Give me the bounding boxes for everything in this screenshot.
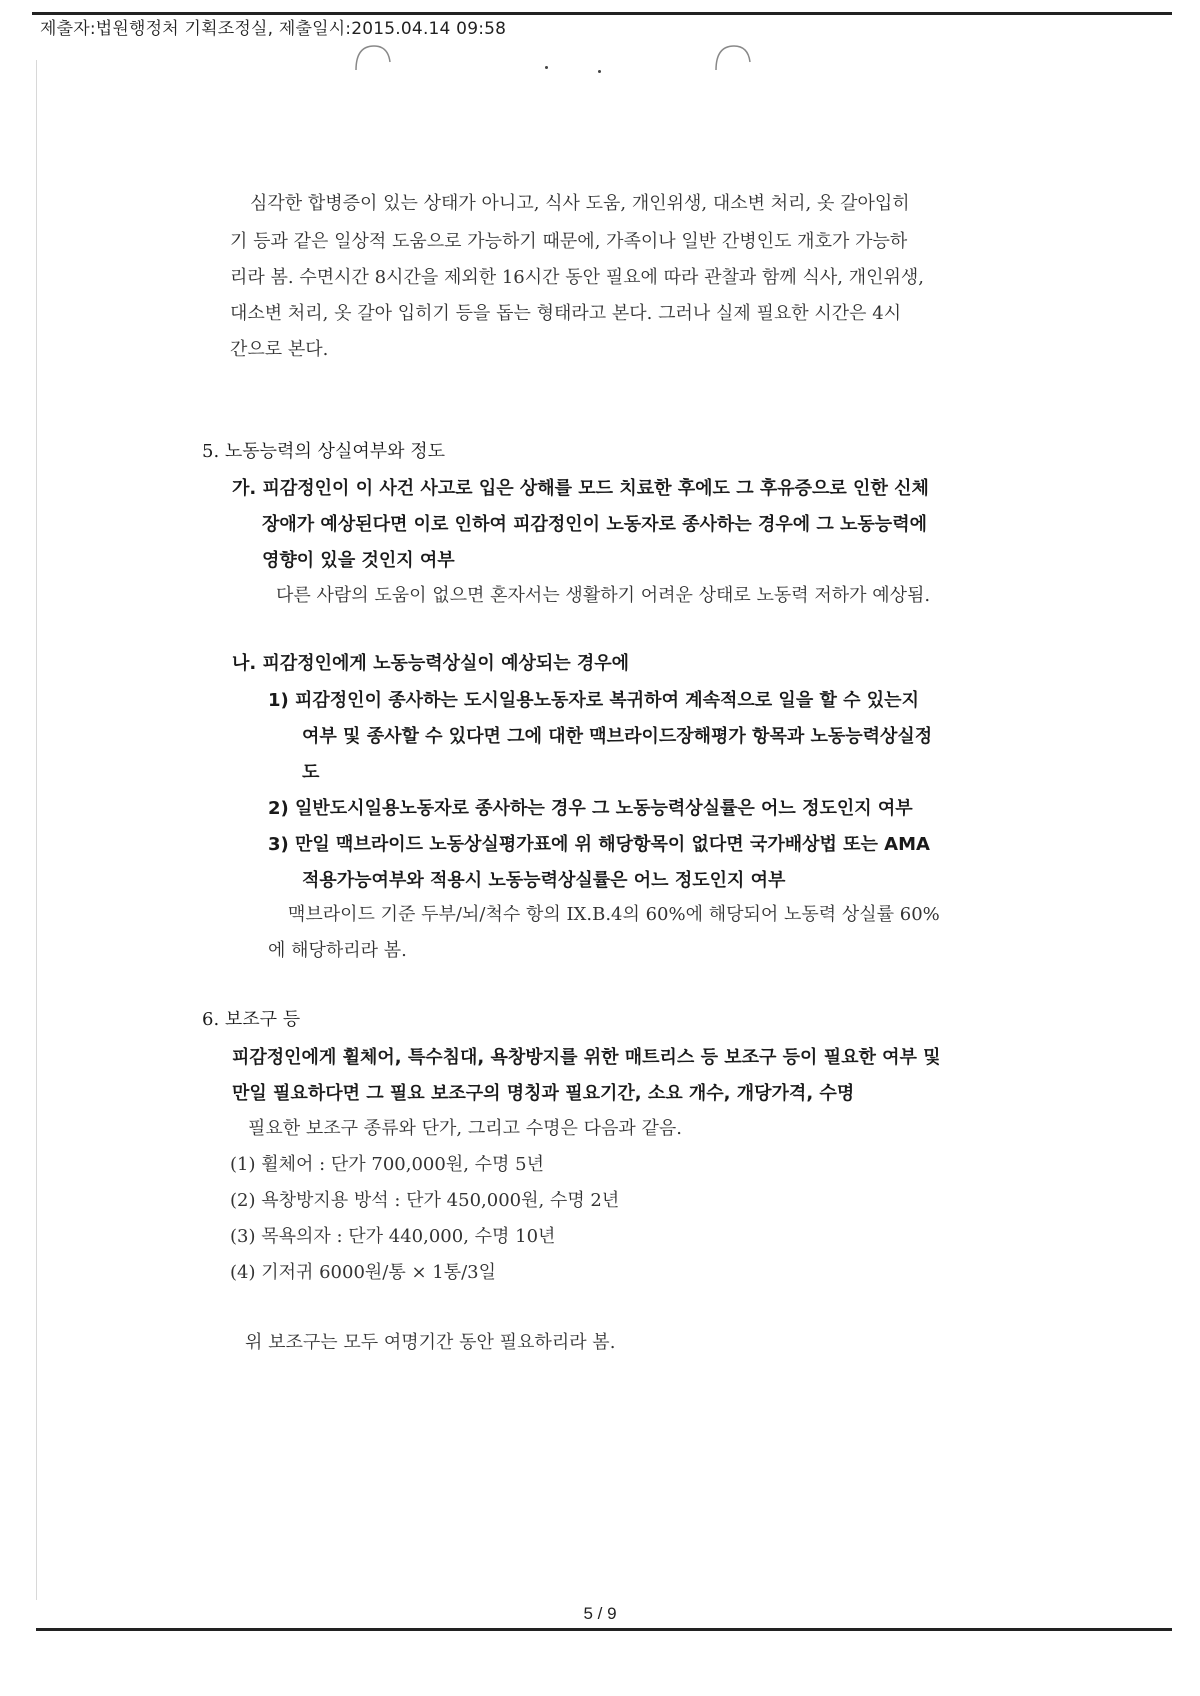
question-line: 도: [302, 762, 320, 783]
closing-line: 위 보조구는 모두 여명기간 동안 필요하리라 봄.: [245, 1332, 616, 1353]
question-line: 3) 만일 맥브라이드 노동상실평가표에 위 해당항목이 없다면 국가배상법 또는 AMA: [268, 834, 930, 855]
question-line: 만일 필요하다면 그 필요 보조구의 명칭과 필요기간, 소요 개수, 개당가격, 수명: [232, 1083, 855, 1104]
answer-line: 에 해당하리라 봄.: [268, 940, 407, 961]
scan-edge-line: [36, 60, 37, 1600]
text-line: 리라 봄. 수면시간 8시간을 제외한 16시간 동안 필요에 따라 관찰과 함께 식사, 개인위생,: [230, 267, 924, 288]
list-item: (1) 휠체어 : 단가 700,000원, 수명 5년: [230, 1154, 544, 1175]
question-line: 여부 및 종사할 수 있다면 그에 대한 맥브라이드장해평가 항목과 노동능력상실정: [302, 726, 933, 747]
footer-rule: [36, 1628, 1172, 1631]
punch-hole-mark: [712, 40, 752, 80]
answer-line: 맥브라이드 기준 두부/뇌/척수 항의 IX.B.4의 60%에 해당되어 노동력 상실률 60%: [288, 904, 940, 925]
question-line: 1) 피감정인이 종사하는 도시일용노동자로 복귀하여 계속적으로 일을 할 수 있는지: [268, 690, 919, 711]
submission-stamp: 제출자:법원행정처 기획조정실, 제출일시:2015.04.14 09:58: [40, 19, 507, 39]
answer-line: 필요한 보조구 종류와 단가, 그리고 수명은 다음과 같음.: [248, 1118, 683, 1139]
section-heading: 6. 보조구 등: [202, 1009, 301, 1030]
question-line: 피감정인에게 휠체어, 특수침대, 욕창방지를 위한 매트리스 등 보조구 등이 필요한 여부 및: [232, 1047, 941, 1068]
list-item: (3) 목욕의자 : 단가 440,000, 수명 10년: [230, 1226, 556, 1247]
text-line: 대소변 처리, 옷 갈아 입히기 등을 돕는 형태라고 본다. 그러나 실제 필요한 시간은 4시: [230, 303, 902, 324]
question-line: 나. 피감정인에게 노동능력상실이 예상되는 경우에: [232, 653, 630, 674]
text-line: 심각한 합병증이 있는 상태가 아니고, 식사 도움, 개인위생, 대소변 처리, 옷 갈아입히: [250, 193, 910, 214]
text-line: 기 등과 같은 일상적 도움으로 가능하기 때문에, 가족이나 일반 간병인도 개호가 가능하: [230, 231, 908, 252]
section-heading: 5. 노동능력의 상실여부와 정도: [202, 441, 445, 462]
list-item: (4) 기저귀 6000원/통 × 1통/3일: [230, 1262, 497, 1283]
scan-speck: [545, 66, 548, 69]
question-line: 2) 일반도시일용노동자로 종사하는 경우 그 노동능력상실률은 어느 정도인지 여부: [268, 798, 913, 819]
page-number: 5 / 9: [583, 1604, 617, 1623]
question-line: 적용가능여부와 적용시 노동능력상실률은 어느 정도인지 여부: [302, 870, 786, 891]
text-line: 간으로 본다.: [230, 339, 329, 360]
answer-line: 다른 사람의 도움이 없으면 혼자서는 생활하기 어려운 상태로 노동력 저하가 예상됨.: [276, 585, 931, 606]
list-item: (2) 욕창방지용 방석 : 단가 450,000원, 수명 2년: [230, 1190, 620, 1211]
scan-speck: [598, 70, 601, 73]
question-line: 가. 피감정인이 이 사건 사고로 입은 상해를 모드 치료한 후에도 그 후유증으로 인한 신체: [232, 478, 929, 499]
question-line: 영향이 있을 것인지 여부: [262, 550, 455, 571]
punch-hole-mark: [352, 40, 392, 80]
question-line: 장애가 예상된다면 이로 인하여 피감정인이 노동자로 종사하는 경우에 그 노동능력에: [262, 514, 927, 535]
